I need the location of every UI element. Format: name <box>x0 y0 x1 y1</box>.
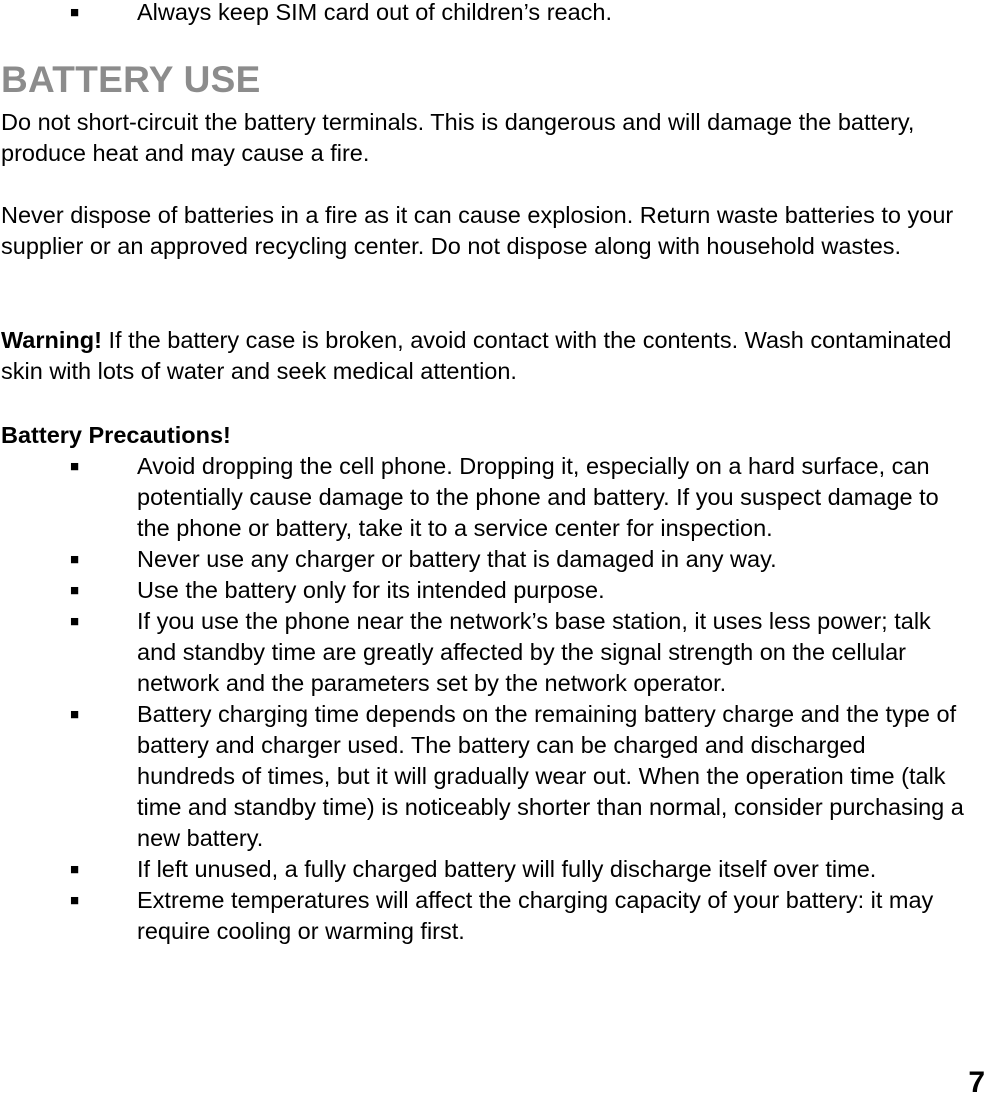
list-item <box>0 544 987 575</box>
paragraph-short-circuit: Do not short-circuit the battery terminals. This is dangerous and will damage the battery, produce heat and may cause a fire. <box>1 109 915 166</box>
sim-safety-bullet <box>0 0 987 28</box>
warning-label: Warning! <box>1 327 102 353</box>
paragraph-disposal: Never dispose of batteries in a fire as it can cause explosion. Return waste batteries to your supplier or an approved recycling center. Do not dispose along with household wastes. <box>1 202 954 259</box>
list-item-text: Extreme temperatures will affect the charging capacity of your battery: it may require cooling or warming first. <box>137 887 934 944</box>
bullet-square-icon: ■ <box>70 892 80 909</box>
list-item <box>0 854 987 885</box>
list-item-text: Avoid dropping the cell phone. Dropping it, especially on a hard surface, can potentially cause damage to the phone and battery. If you suspect damage to the phone or battery, take it to a service center for inspection. <box>137 453 939 541</box>
list-item-text: Never use any charger or battery that is damaged in any way. <box>137 546 777 572</box>
bullet-square-icon: ■ <box>70 582 80 599</box>
warning-text: If the battery case is broken, avoid contact with the contents. Wash contaminated skin with lots of water and seek medical attention. <box>1 327 952 384</box>
list-item <box>0 699 987 854</box>
list-item <box>0 575 987 606</box>
precautions-heading: Battery Precautions! <box>1 422 231 448</box>
bullet-square-icon: ■ <box>70 4 80 21</box>
warning-paragraph <box>1 325 961 387</box>
list-item <box>0 451 987 544</box>
section-title: BATTERY USE <box>1 59 261 100</box>
bullet-square-icon: ■ <box>70 706 80 723</box>
page-number: 7 <box>968 1066 985 1099</box>
list-item-text: If you use the phone near the network’s base station, it uses less power; talk and standby time are greatly affected by the signal strength on the cellular network and the parameters set by the network operator. <box>137 608 931 696</box>
bullet-square-icon: ■ <box>70 861 80 878</box>
bullet-square-icon: ■ <box>70 551 80 568</box>
bullet-text: Always keep SIM card out of children’s reach. <box>137 0 613 25</box>
precautions-list <box>0 451 987 947</box>
list-item <box>0 885 987 947</box>
list-item-text: Battery charging time depends on the remaining battery charge and the type of battery and charger used. The battery can be charged and discharged hundreds of times, but it will gradually wear out. When the operation time (talk time and standby time) is noticeably shorter than normal, consider purchasing a new battery. <box>137 701 964 851</box>
list-item-text: Use the battery only for its intended purpose. <box>137 577 605 603</box>
bullet-square-icon: ■ <box>70 613 80 630</box>
bullet-square-icon: ■ <box>70 458 80 475</box>
list-item <box>0 606 987 699</box>
list-item-text: If left unused, a fully charged battery will fully discharge itself over time. <box>137 856 877 882</box>
